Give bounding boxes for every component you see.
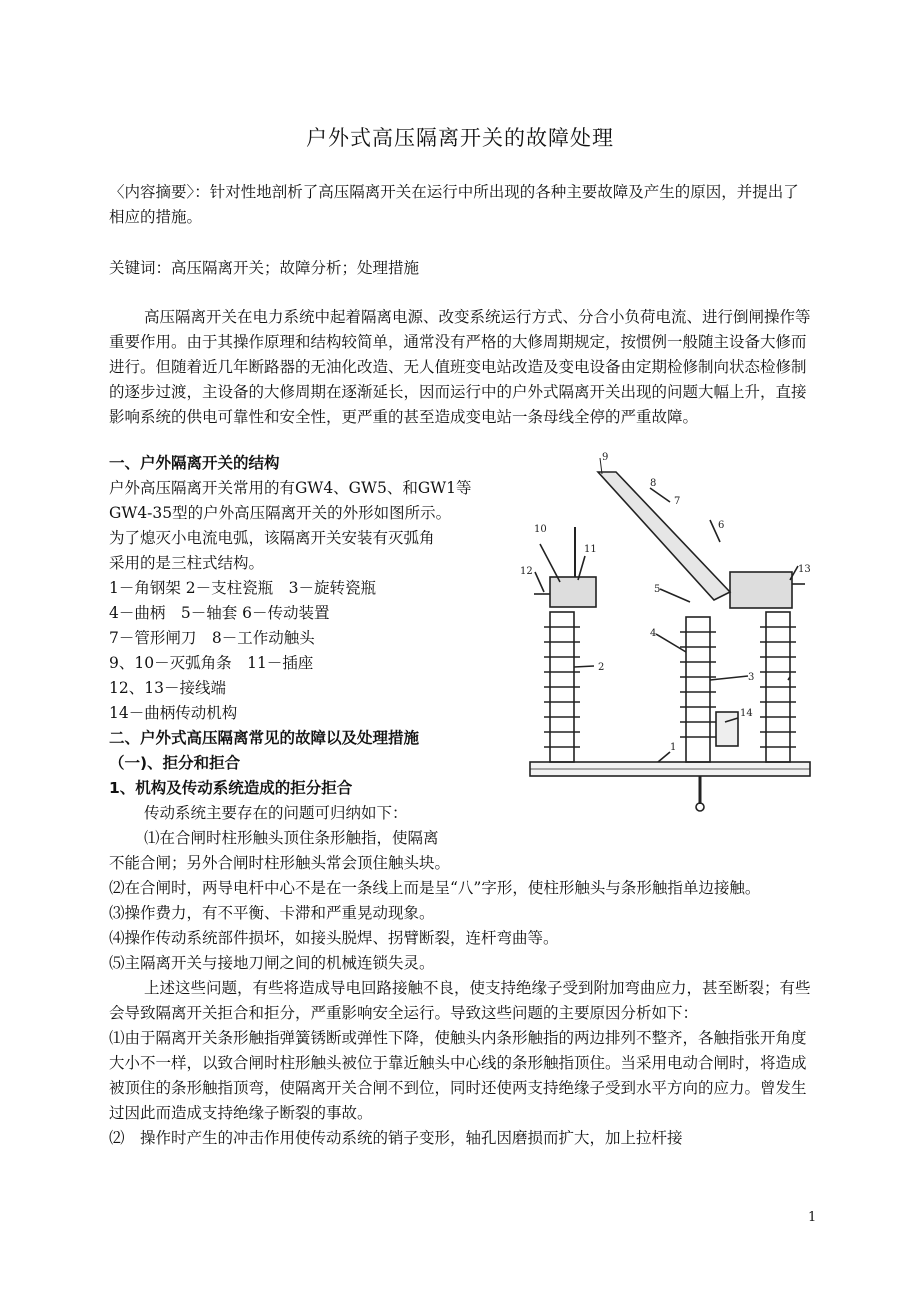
structure-line-1: 户外高压隔离开关常用的有GW4、GW5、和GW1等 [109,479,472,497]
problem-4: ⑷操作传动系统部件损坏，如接头脱焊、拐臂断裂，连杆弯曲等。 [109,929,559,947]
legend-line-3: 7－管形闸刀 8－工作动触头 [109,629,315,647]
legend-line-6: 14－曲柄传动机构 [109,704,238,722]
label-12: 12 [520,566,533,577]
subsection-1-1-heading: 1、机构及传动系统造成的拒分拒合 [109,779,353,797]
structure-line-2: GW4-35型的户外高压隔离开关的外形如图所示。 [109,504,452,522]
disconnector-diagram [520,452,820,824]
legend-line-4: 9、10－灭弧角条 11－插座 [109,654,314,672]
legend-line-1: 1－角钢架 2－支柱瓷瓶 3－旋转瓷瓶 [109,579,377,597]
label-11: 11 [584,544,597,555]
label-13: 13 [798,564,811,575]
section-1-heading: 一、户外隔离开关的结构 [109,454,280,472]
section-2-heading: 二、户外式高压隔离常见的故障以及处理措施 [109,729,420,747]
structure-line-4: 采用的是三柱式结构。 [109,554,265,572]
middle-insulator [680,617,716,762]
problem-2: ⑵在合闸时，两导电杆中心不是在一条线上而是呈“八”字形，使柱形触头与条形触指单边接触。 [109,879,761,897]
analysis-paragraph: 上述这些问题，有些将造成导电回路接触不良，使支持绝缘子受到附加弯曲应力，甚至断裂；有些会导致隔离开关拒合和拒分，严重影响安全运行。导致这些问题的主要原因分析如下： [109,979,811,1022]
problem-intro: 传动系统主要存在的问题可归纳如下： [144,804,408,822]
left-insulator [544,612,580,762]
label-4: 4 [650,628,657,639]
label-3: 3 [748,672,755,683]
legend-line-2: 4－曲柄 5－轴套 6－传动装置 [109,604,330,622]
label-10: 10 [534,524,547,535]
abstract: 〈内容摘要〉：针对性地剖析了高压隔离开关在运行中所出现的各种主要故障及产生的原因，并提出了相应的措施。 [109,183,799,226]
problem-1-line-2: 不能合闸；另外合闸时柱形触头常会顶住触头块。 [109,854,451,872]
label-9: 9 [602,452,609,463]
problem-3: ⑶操作费力，有不平衡、卡滞和严重晃动现象。 [109,904,435,922]
keywords: 关键词：高压隔离开关；故障分析；处理措施 [109,259,420,277]
page-number: 1 [808,1210,817,1225]
problem-1-line-1: ⑴在合闸时柱形触头顶住条形触指，使隔离 [144,829,439,847]
cause-1: ⑴由于隔离开关条形触指弹簧锈断或弹性下降，使触头内条形触指的两边排列不整齐，各触指张开角度大小不一样，以致合闸时柱形触头被位于靠近触头中心线的条形触指顶住。当采用电动合闸时，将造成被顶住的条形触指顶弯，使隔离开关合闸不到位，同时还使两支持绝缘子受到水平方向的应力。曾发生过因此而造成支持绝缘子断裂的事故。 [109,1029,807,1122]
label-2: 2 [598,662,605,673]
label-6: 6 [718,520,725,531]
document-title: 户外式高压隔离开关的故障处理 [306,126,614,150]
structure-line-3: 为了熄灭小电流电弧，该隔离开关安装有灭弧角 [109,529,435,547]
legend-line-5: 12、13－接线端 [109,679,226,697]
label-7: 7 [674,496,681,507]
intro-paragraph: 高压隔离开关在电力系统中起着隔离电源、改变系统运行方式、分合小负荷电流、进行倒闸操作等重要作用。由于其操作原理和结构较简单，通常没有严格的大修周期规定，按惯例一般随主设备大修而进行。但随着近几年断路器的无油化改造、无人值班变电站改造及变电设备由定期检修制向状态检修制的逐步过渡，主设备的大修周期在逐渐延长，因而运行中的户外式隔离开关出现的问题大幅上升，直接影响系统的供电可靠性和安全性，更严重的甚至造成变电站一条母线全停的严重故障。 [109,308,811,426]
subsection-1-heading: （一)、拒分和拒合 [109,754,241,772]
cause-2: ⑵ 操作时产生的冲击作用使传动系统的销子变形，轴孔因磨损而扩大，加上拉杆接 [109,1129,683,1147]
label-14: 14 [740,708,753,719]
label-1: 1 [670,742,677,753]
label-8: 8 [650,478,657,489]
label-5: 5 [654,584,661,595]
right-insulator [760,612,796,762]
problem-5: ⑸主隔离开关与接地刀闸之间的机械连锁失灵。 [109,954,435,972]
